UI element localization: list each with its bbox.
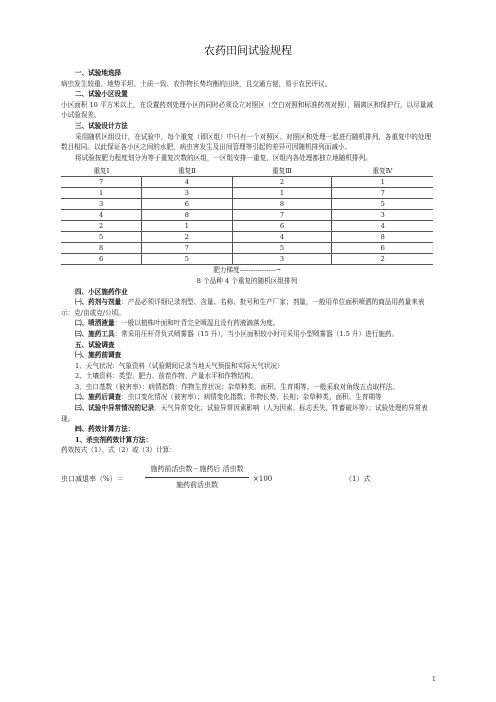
table-cell: 6 — [332, 243, 433, 254]
table-cell: 4 — [332, 221, 433, 232]
table-row — [61, 188, 433, 199]
section-5-sub-3 — [61, 403, 433, 424]
section-5-sub-1: ㈠、施药前调查 — [75, 351, 122, 360]
fertility-gradient-arrow: 肥力梯度----------------→ — [213, 266, 281, 275]
formula-denominator: 施药前活虫数 — [176, 480, 218, 489]
table-cell: 3 — [232, 254, 332, 265]
section-4-item-2-label: ㈡、喷洒液量 — [75, 319, 115, 328]
table-cell: 5 — [142, 254, 232, 265]
table-cell: 8 — [61, 243, 142, 254]
section-2-heading: 二、试验小区设置 — [75, 90, 128, 99]
efficacy-formula — [61, 460, 433, 498]
table-header-row — [61, 166, 433, 177]
table-cell: 4 — [61, 210, 142, 221]
table-header-cell: 重复Ⅰ — [93, 167, 110, 176]
section-4-item-2-text: ：一般以植株叶面和叶背完全喷湿且没有药液滴落为度。 — [114, 319, 280, 328]
section-4-item-1-text: ：产品必须详细记录剂型、含量、名称、批号和生产厂家；剂量，一般用单位面积喷洒的商品用药量来表示：克/亩或克/公顷。 — [61, 298, 425, 317]
table-cell: 4 — [232, 232, 332, 243]
table-row — [61, 199, 433, 210]
section-5-line-1: 1、天气状况：气象资料（试验期间记录当地天气预报和实际天气状况） — [75, 361, 284, 370]
table-cell: 2 — [142, 232, 232, 243]
table-cell: 2 — [61, 221, 142, 232]
table-cell: 1 — [332, 177, 433, 188]
formula-numerator: 施药前活虫数－施药后 活虫数 — [145, 464, 249, 478]
formula-times: ×100 — [253, 475, 273, 484]
table-header-cell: 重复Ⅱ — [178, 167, 196, 176]
table-cell: 1 — [232, 188, 332, 199]
section-5-sub-2-text: ：虫口变化情况（被害率）；病情变化指数；作物长势、长相；杂草种类、面积、生育期等 — [121, 393, 382, 402]
section-3-heading: 三、试验设计方法 — [75, 121, 128, 130]
page-title: 农药田间试验规程 — [204, 44, 292, 57]
section-3-text-1: 采用随机区组设计，在试验中，每个重复（即区组）中只有一个对照区、对照区和处理一起进行随机排列，各重复中的处理数目相同。以此保证各小区之间的水肥，病虫害发生及田间管理等引起的差异可因随机排列而减小。 — [61, 132, 432, 152]
section-5-sub-4-1: 1、杀虫剂药效计算方法： — [75, 435, 153, 444]
table-cell: 7 — [61, 177, 142, 188]
table-row — [61, 177, 433, 188]
table-row — [61, 210, 433, 221]
section-4-item-1 — [61, 297, 433, 318]
section-4-item-3-label: ㈢、施药工具 — [75, 329, 115, 338]
section-5-heading: 五、试验调查 — [75, 340, 115, 349]
page-number: 1 — [432, 676, 436, 683]
table-row — [61, 254, 433, 265]
table-cell: 1 — [142, 221, 232, 232]
table-cell: 5 — [61, 232, 142, 243]
section-4-heading: 四、小区施药作业 — [75, 287, 128, 296]
table-cell: 5 — [332, 199, 433, 210]
section-3-text-2: 将试验按肥力程度划分为等于重复次数的区组，一区组安排一重复，区组内各处理都独立地随机排列。 — [75, 153, 372, 162]
section-2-text: 小区面积 10 平方米以上，在设置药剂处理小区的同时必须设立对照区（空白对照和标准药剂对照），隔离区和保护行，以尽量减小试验误差。 — [61, 100, 433, 120]
table-cell: 6 — [232, 221, 332, 232]
table-cell: 1 — [61, 188, 142, 199]
table-cell: 8 — [332, 232, 433, 243]
section-5-sub-2 — [61, 392, 433, 403]
table-cell: 2 — [332, 254, 433, 265]
formula-intro: 药效按式（1）、式（2）或（3）计算： — [61, 446, 176, 455]
table-row — [61, 243, 433, 254]
formula-tag: （1）式 — [345, 475, 371, 484]
table-row — [61, 221, 433, 232]
section-5-line-3: 3、虫口基数（被害率）：病情指数：作物生育状况；杂草种类、面积、生育期等。一般采取对角线五点取样法。 — [75, 382, 399, 391]
section-4-item-2 — [61, 318, 433, 329]
table-cell: 3 — [61, 199, 142, 210]
section-5-sub-4: ㈣、药效计算方法： — [75, 425, 135, 434]
section-4-item-1-label: ㈠、药剂与剂量 — [75, 298, 122, 307]
table-cell: 2 — [232, 177, 332, 188]
section-5-sub-3-label: ㈢、试验中异常情况的记录 — [75, 404, 155, 413]
section-5-sub-2-label: ㈡、施药后调查 — [75, 393, 122, 402]
table-header-cell: 重复Ⅳ — [372, 167, 393, 176]
table-cell: 7 — [142, 243, 232, 254]
table-cell: 7 — [332, 188, 433, 199]
table-cell: 6 — [61, 254, 142, 265]
table-cell: 3 — [142, 188, 232, 199]
table-cell: 8 — [232, 199, 332, 210]
formula-fraction — [145, 464, 249, 490]
table-cell: 8 — [142, 210, 232, 221]
table-cell: 5 — [232, 243, 332, 254]
section-5-line-2: 2、土壤资料：类型、肥力、前茬作物、产量水平和作物结构。 — [75, 372, 258, 381]
document-body — [61, 68, 433, 498]
table-header-cell: 重复Ⅲ — [272, 167, 292, 176]
table-caption: 8 个品种 4 个重复的随机区组排列 — [196, 276, 298, 285]
section-4-item-3-text: ：常采用压杆背负式喷雾器（15 升），当小区面积较小时可采用小型喷雾器（1.5 升）进行施药。 — [114, 329, 399, 338]
table-cell: 6 — [142, 199, 232, 210]
table-cell: 4 — [142, 177, 232, 188]
section-1-heading: 一、试验地选择 — [75, 69, 122, 77]
formula-lhs: 虫口减退率（%）＝ — [61, 475, 124, 484]
section-5-sub-3-text: ．天气异常变化；试验异常因素影响（人为因素、标志丢失，牲畜破坏等）；试验处理的异常表现。 — [61, 404, 428, 423]
section-4-item-3 — [61, 329, 433, 340]
table-row — [61, 232, 433, 243]
section-1-text: 病虫发生较重、地势平坦、土质一致、农作物长势均衡的田块，且交通方便，易于农民评议。 — [61, 79, 332, 88]
table-cell: 7 — [232, 210, 332, 221]
random-block-table — [61, 166, 433, 265]
table-cell: 3 — [332, 210, 433, 221]
